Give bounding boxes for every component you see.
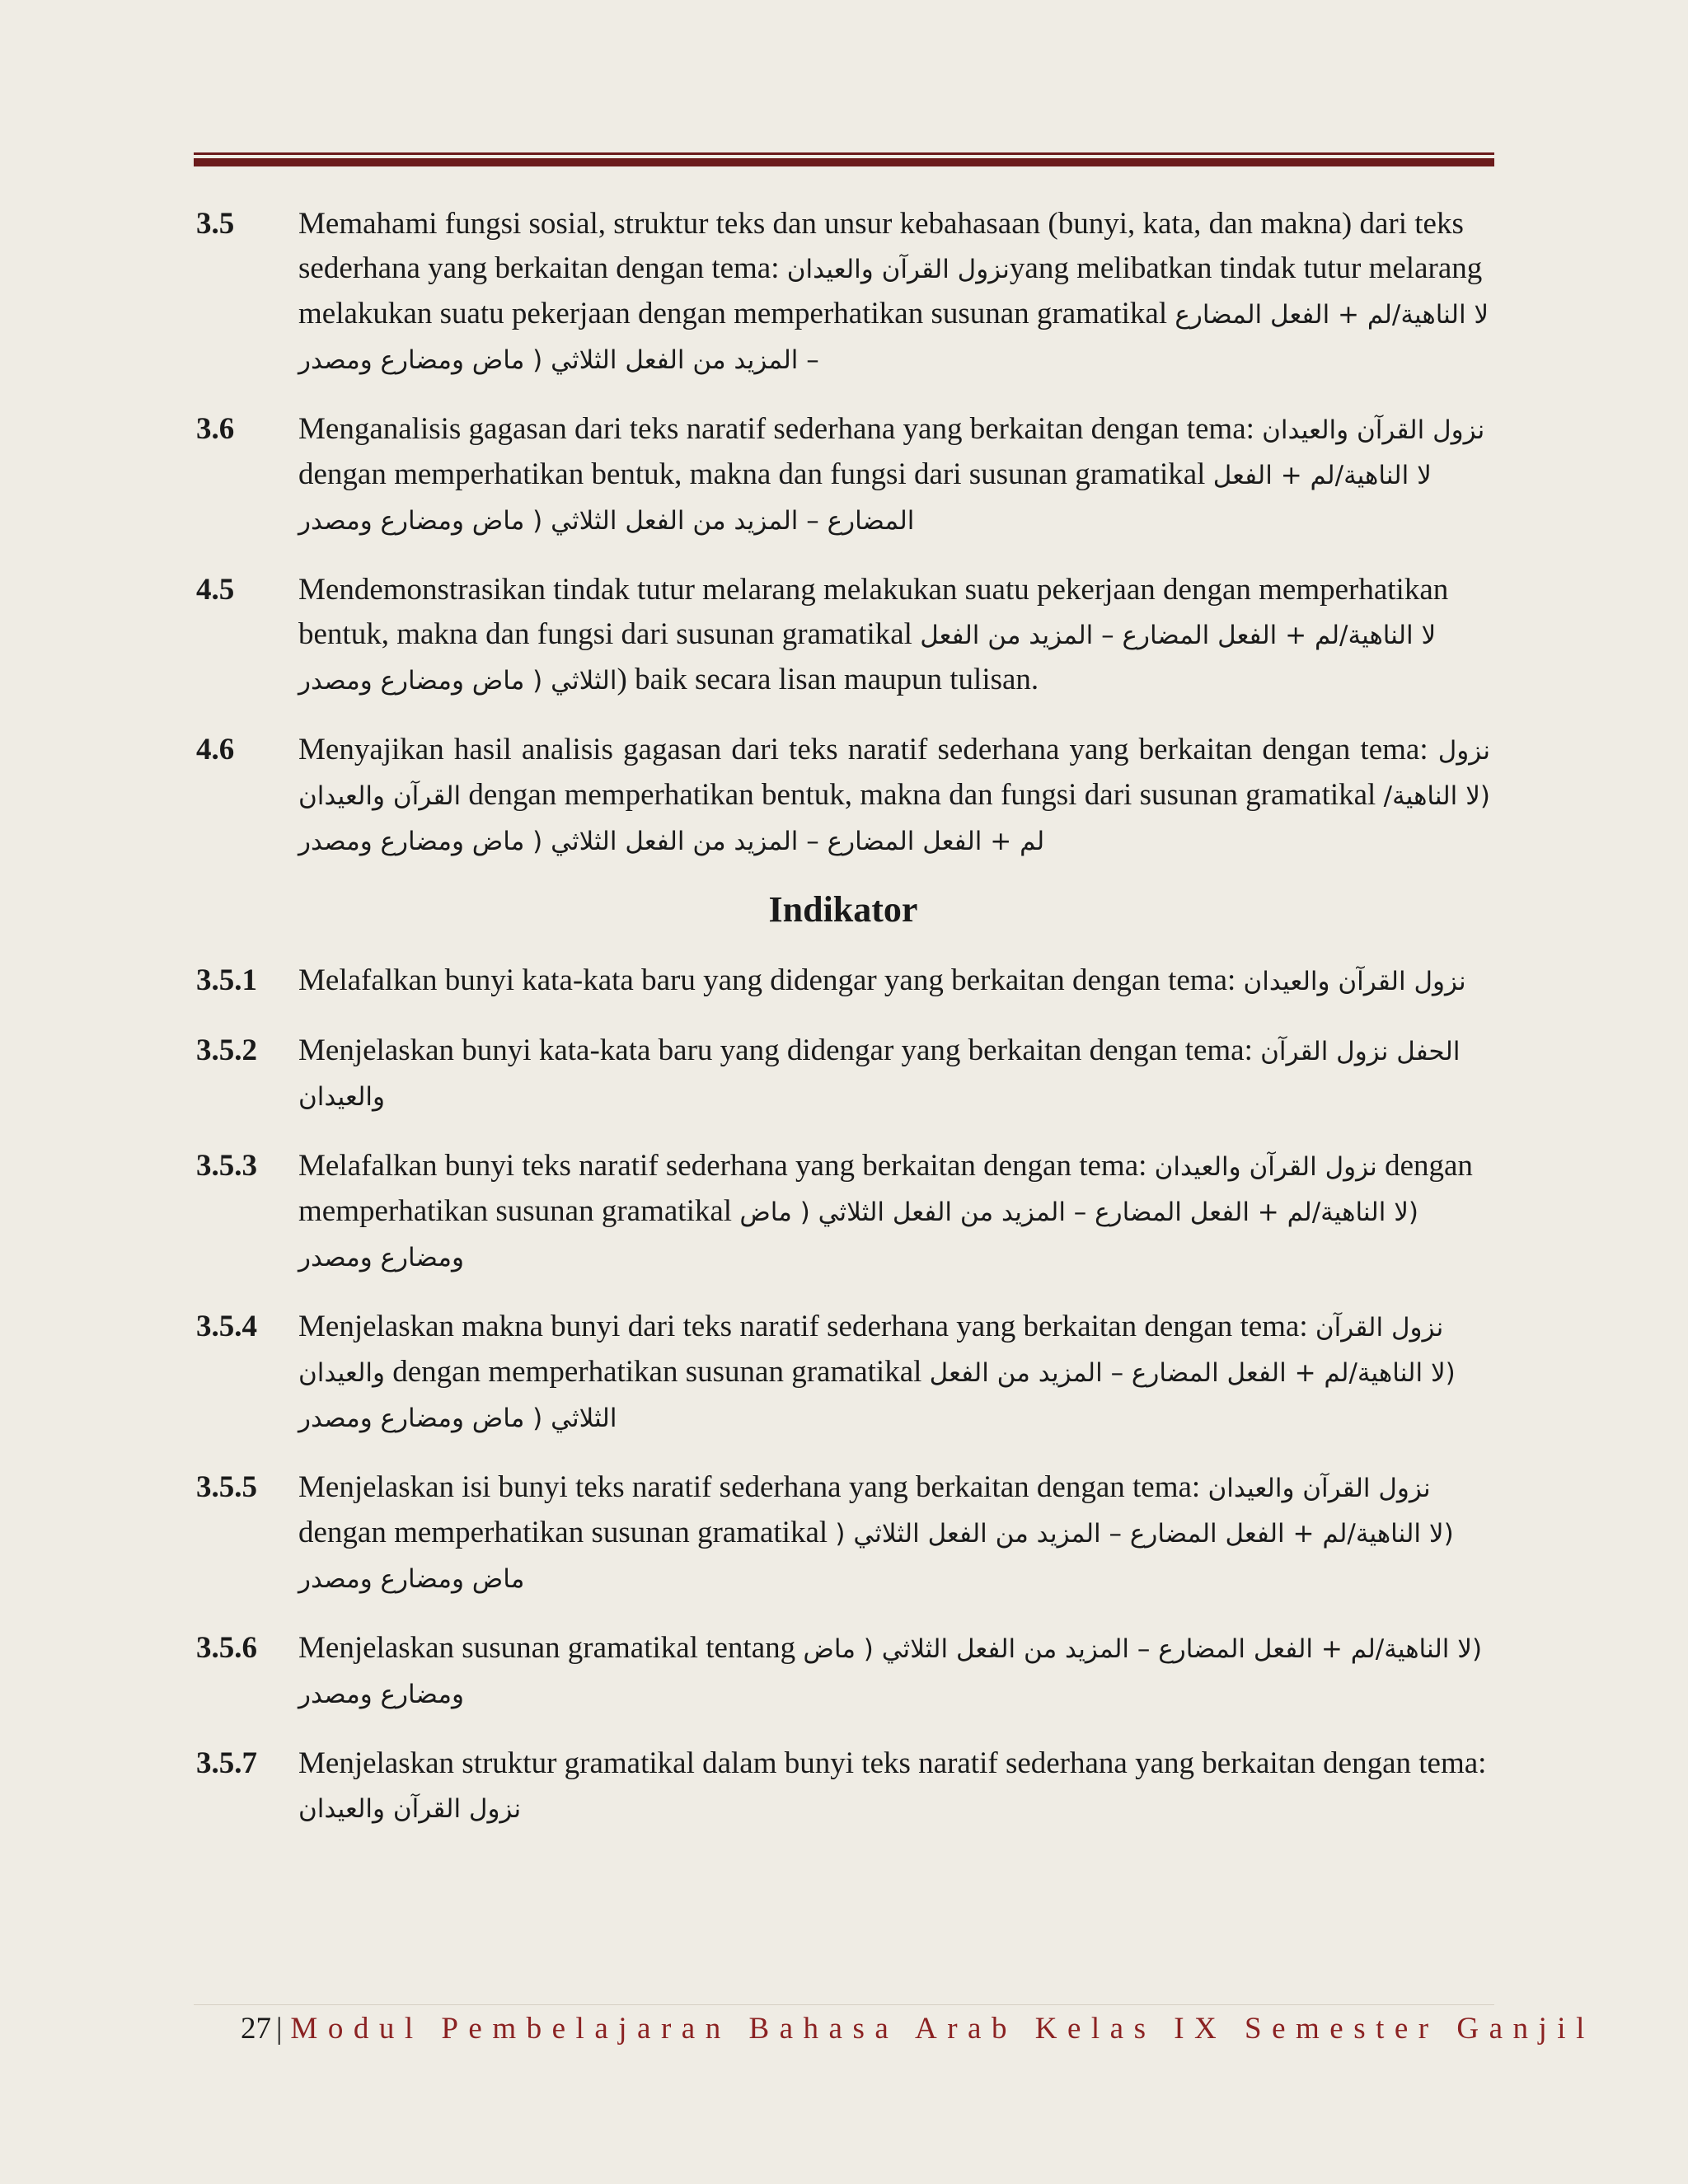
item-number: 4.5 [196, 573, 235, 607]
page-number: 27 [241, 2012, 271, 2046]
competency-item [196, 202, 1490, 382]
indicator-item [196, 1465, 1490, 1601]
item-number: 3.5.2 [196, 1033, 257, 1067]
arabic-text: (لا الناهية/لم + الفعل المضارع – المزيد من الفعل الثلاثي ( ماض ومضارع ومصدر [298, 1519, 1454, 1594]
arabic-text: نزول القرآن والعيدان [298, 736, 1490, 811]
item-number: 3.5.4 [196, 1310, 257, 1343]
item-text: dengan memperhatikan susunan gramatikal [385, 1355, 930, 1389]
arabic-text: لا الناهية/لم + الفعل المضارع – المزيد من الفعل الثلاثي ( ماض ومضارع ومصدر [298, 461, 1432, 536]
competency-item [196, 407, 1490, 543]
arabic-text: نزول القرآن والعيدان [1262, 415, 1485, 445]
item-text: Melafalkan bunyi teks naratif sederhana yang berkaitan dengan tema: [298, 1149, 1155, 1183]
arabic-text: (لا الناهية/لم + الفعل المضارع – المزيد من الفعل الثلاثي ( ماض ومضارع ومصدر [298, 1358, 1456, 1433]
arabic-text: لا الناهية/لم + الفعل المضارع – المزيد من الفعل الثلاثي ( ماض ومضارع ومصدر [298, 300, 1489, 375]
item-text: Memahami fungsi sosial, struktur teks dan unsur kebahasaan (bunyi, kata, dan makna) dari teks sederhana yang berkaitan dengan tema: [298, 207, 1464, 285]
item-text: dengan memperhatikan susunan gramatikal [298, 1149, 1473, 1228]
item-number: 4.6 [196, 733, 235, 766]
arabic-text: الحفل نزول القرآن والعيدان [298, 1037, 1461, 1112]
item-text: Menyajikan hasil analisis gagasan dari teks naratif sederhana yang berkaitan dengan tema: [298, 733, 1438, 766]
competency-item [196, 728, 1490, 864]
arabic-text: نزول القرآن والعيدان [1207, 1474, 1431, 1503]
arabic-text: لا الناهية/لم + الفعل المضارع – المزيد من الفعل الثلاثي ( ماض ومضارع ومصدر [298, 621, 1437, 696]
arabic-text: نزول القرآن والعيدان [1243, 967, 1466, 996]
item-text: Menjelaskan struktur gramatikal dalam bunyi teks naratif sederhana yang berkaitan dengan tema: [298, 1746, 1487, 1780]
page-content [196, 202, 1490, 1856]
footer-separator: | [276, 2012, 283, 2046]
item-text: Menjelaskan susunan gramatikal tentang [298, 1631, 804, 1665]
indicator-item [196, 1626, 1490, 1717]
item-number: 3.5.1 [196, 963, 257, 997]
item-number: 3.5.7 [196, 1746, 257, 1780]
competency-item [196, 568, 1490, 703]
arabic-text: نزول القرآن والعيدان [1154, 1152, 1377, 1182]
indicator-item [196, 1029, 1490, 1119]
item-number: 3.6 [196, 412, 235, 446]
page-footer [241, 2008, 1595, 2050]
arabic-text: نزول القرآن والعيدان [298, 1313, 1444, 1388]
item-text: Melafalkan bunyi kata-kata baru yang didengar yang berkaitan dengan tema: [298, 963, 1244, 997]
item-number: 3.5.6 [196, 1631, 257, 1665]
item-number: 3.5 [196, 207, 235, 241]
header-rule [194, 152, 1494, 166]
item-text: Menganalisis gagasan dari teks naratif sederhana yang berkaitan dengan tema: [298, 412, 1263, 446]
item-text: Menjelaskan makna bunyi dari teks naratif sederhana yang berkaitan dengan tema: [298, 1310, 1315, 1343]
indicator-item [196, 1305, 1490, 1441]
section-heading: Indikator [768, 889, 918, 930]
arabic-text: نزول القرآن والعيدان [786, 255, 1010, 284]
arabic-text: (لا الناهية/لم + الفعل المضارع – المزيد من الفعل الثلاثي ( ماض ومضارع ومصدر [298, 781, 1490, 856]
item-text: dengan memperhatikan susunan gramatikal [298, 1516, 836, 1549]
item-text: dengan memperhatikan bentuk, makna dan fungsi dari susunan gramatikal [298, 457, 1213, 491]
item-number: 3.5.3 [196, 1149, 257, 1183]
arabic-text: (لا الناهية/لم + الفعل المضارع – المزيد من الفعل الثلاثي ( ماض ومضارع ومصدر [298, 1197, 1418, 1272]
item-text: yang melibatkan tindak tutur melarang melakukan suatu pekerjaan dengan memperhatikan susunan gramatikal [298, 251, 1483, 330]
arabic-text: (لا الناهية/لم + الفعل المضارع – المزيد من الفعل الثلاثي ( ماض ومضارع ومصدر [298, 1634, 1483, 1709]
item-text: Menjelaskan isi bunyi teks naratif sederhana yang berkaitan dengan tema: [298, 1470, 1208, 1504]
item-text: dengan memperhatikan bentuk, makna dan fungsi dari susunan gramatikal [461, 778, 1384, 812]
item-number: 3.5.5 [196, 1470, 257, 1504]
footer-rule [194, 2004, 1494, 2005]
indicator-item [196, 1144, 1490, 1280]
indicator-item [196, 958, 1490, 1004]
item-text: Mendemonstrasikan tindak tutur melarang melakukan suatu pekerjaan dengan memperhatikan bentuk, makna dan fungsi dari susunan gramatikal [298, 573, 1449, 651]
item-text: Menjelaskan bunyi kata-kata baru yang didengar yang berkaitan dengan tema: [298, 1033, 1261, 1067]
item-text: ) baik secara lisan maupun tulisan. [617, 663, 1039, 696]
indicator-item [196, 1741, 1490, 1831]
module-title: Modul Pembelajaran Bahasa Arab Kelas IX Semester Ganjil [290, 2012, 1595, 2046]
arabic-text: نزول القرآن والعيدان [298, 1794, 522, 1824]
